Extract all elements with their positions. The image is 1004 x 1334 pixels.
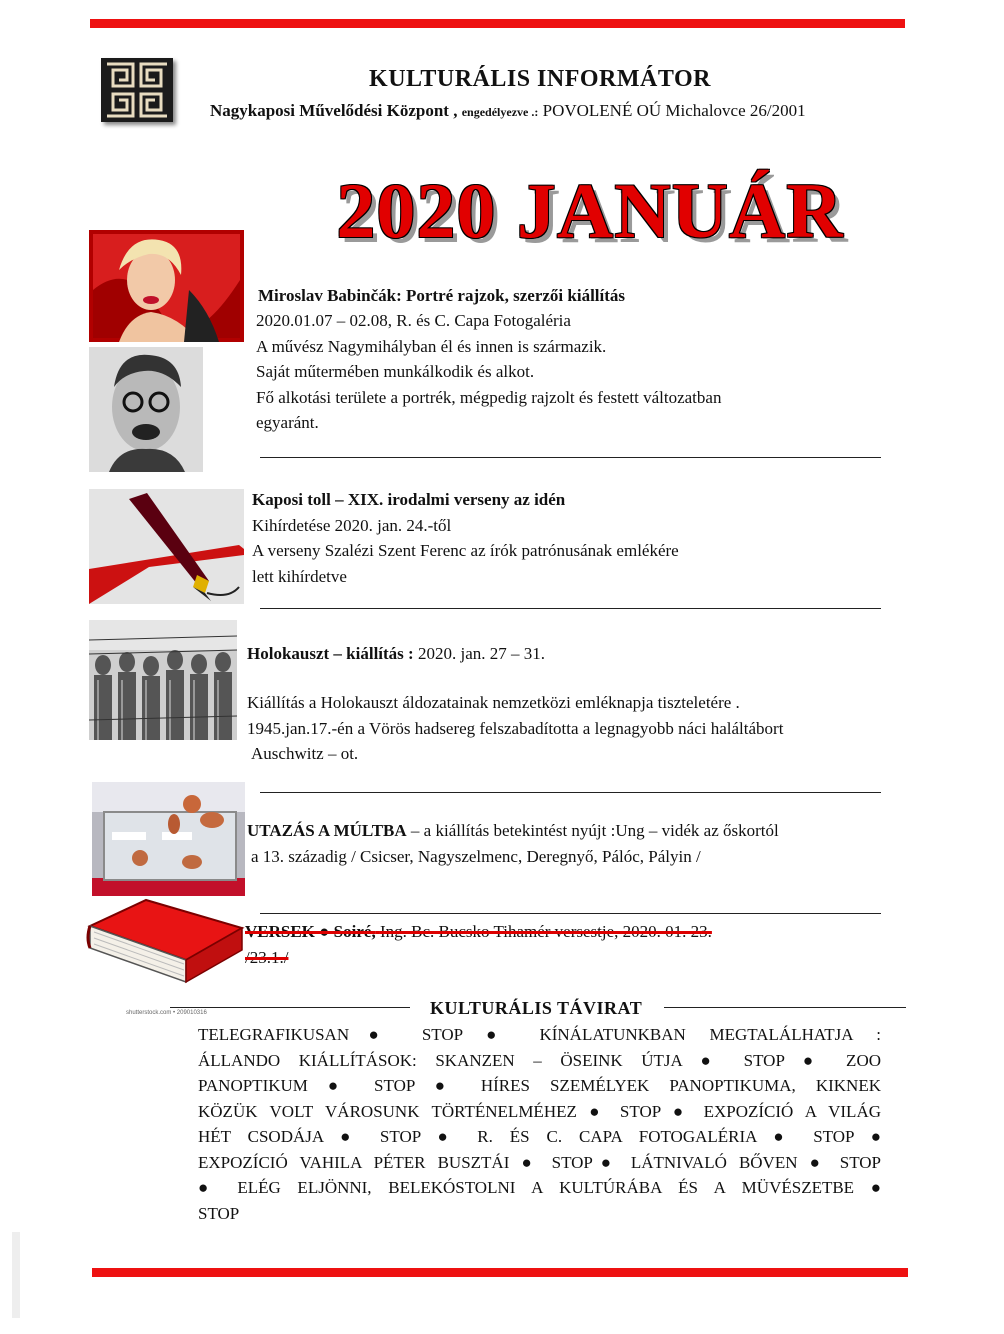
permit-value: POVOLENÉ OÚ Michalovce 26/2001 xyxy=(542,101,806,120)
tavirat-title: KULTURÁLIS TÁVIRAT xyxy=(430,998,643,1018)
event-5-line: /23.1./ xyxy=(245,947,289,967)
event-3-line: Auschwitz – ot. xyxy=(251,744,359,763)
event-3-body xyxy=(247,690,783,767)
event-3-line: 1945.jan.17.-én a Vörös hadsereg felszabadította a legnagyobb náci haláltábort xyxy=(247,718,784,738)
event-1-line: egyaránt. xyxy=(256,413,319,432)
tavirat-rule-left xyxy=(170,1007,410,1008)
event-3-line: Kiállítás a Holokauszt áldozatainak nemzetközi emléknapja tiszteletére . xyxy=(247,693,740,712)
event-2-line: lett kihírdetve xyxy=(252,566,347,586)
portrait-painting-image xyxy=(89,230,244,342)
page-title: KULTURÁLIS INFORMÁTOR xyxy=(369,66,711,92)
tavirat-line: EXPOZÍCIÓ VAHILA PÉTER BUSZTÁI ● STOP● LÁTNIVALÓ BŐVEN ● STOP xyxy=(198,1152,881,1172)
event-1-line: 2020.01.07 – 02.08, R. és C. Capa Fotogaléria xyxy=(256,311,571,330)
tavirat-line: STOP xyxy=(198,1203,240,1223)
event-2-line: A verseny Szalézi Szent Ferenc az írók patrónusának emlékére xyxy=(252,541,679,560)
bottom-red-bar xyxy=(92,1268,908,1277)
stock-caption: shutterstock.com • 209010316 xyxy=(126,1010,207,1016)
divider xyxy=(260,457,881,458)
event-1-line: Saját műtermében munkálkodik és alkot. xyxy=(256,362,535,381)
holocaust-photo-image xyxy=(89,620,237,740)
event-1 xyxy=(258,283,625,309)
header-subtitle xyxy=(210,101,806,121)
museum-exhibit-image xyxy=(92,782,245,896)
event-2-line: Kihírdetése 2020. jan. 24.-től xyxy=(252,515,452,535)
tavirat-line: PANOPTIKUM ● STOP ● HÍRES SZEMÉLYEK PANOPTIKUMA, KIKNEK xyxy=(198,1076,881,1095)
event-4-title: UTAZÁS A MÚLTBA – a kiállítás betekintést nyújt :Ung – vidék az őskortól xyxy=(247,821,779,840)
red-book-icon xyxy=(86,898,246,1008)
tavirat-line: ● ELÉG ELJÖNNI, BELEKÓSTOLNI A KULTÚRÁBA ÉS A MÜVÉSZETBE ● xyxy=(198,1178,881,1197)
event-1-line: A művész Nagymihályban él és innen is származik. xyxy=(256,336,607,356)
event-1-title: Miroslav Babinčák: Portré rajzok, szerzői kiállítás xyxy=(258,286,626,305)
permit-label: engedélyezve .: xyxy=(461,105,539,119)
top-red-bar xyxy=(90,19,905,28)
month-title: 2020 JANUÁR xyxy=(336,167,844,254)
event-4 xyxy=(247,818,779,869)
page-edge-shadow xyxy=(12,1232,20,1318)
event-1-line: Fő alkotási területe a portrék, mégpedig rajzolt és festett változatban xyxy=(256,387,722,407)
pen-icon xyxy=(89,489,244,604)
meander-logo-icon xyxy=(101,58,173,122)
event-5 xyxy=(245,919,712,970)
tavirat-line: KÖZÜK VOLT VÁROSUNK TÖRTÉNELMÉHEZ ● STOP ● EXPOZÍCIÓ A VILÁG xyxy=(198,1101,881,1121)
event-3 xyxy=(247,641,545,667)
tavirat-line: HÉT CSODÁJA ● STOP ● R. ÉS C. CAPA FOTOGALÉRIA ● STOP ● xyxy=(198,1127,881,1146)
divider xyxy=(260,913,881,914)
tavirat-body xyxy=(198,1022,881,1226)
event-2 xyxy=(252,487,679,589)
event-1-body xyxy=(256,308,721,436)
divider xyxy=(260,792,881,793)
divider xyxy=(260,608,881,609)
tavirat-line: TELEGRAFIKUSAN● STOP ● KÍNÁLATUNKBAN MEGTALÁLHATJA : xyxy=(198,1025,881,1044)
event-2-title: Kaposi toll – XIX. irodalmi verseny az idén xyxy=(252,490,566,509)
caricature-drawing-image xyxy=(89,347,203,472)
org-name: Nagykaposi Művelődési Központ , xyxy=(210,101,458,120)
event-3-title: Holokauszt – kiállítás : 2020. jan. 27 – 31. xyxy=(247,644,545,663)
tavirat-line: ÁLLANDO KIÁLLÍTÁSOK: SKANZEN – ÖSEINK ÚTJA ● STOP ● ZOO xyxy=(198,1050,881,1070)
tavirat-rule-right xyxy=(664,1007,906,1008)
event-4-line: a 13. századig / Csicser, Nagyszelmenc, Deregnyő, Pálóc, Pályin / xyxy=(251,846,701,866)
event-5-title: VERSEK ● Soiré, Ing. Bc. Bucsko Tihamér versestje, 2020. 01. 23. xyxy=(245,922,712,941)
